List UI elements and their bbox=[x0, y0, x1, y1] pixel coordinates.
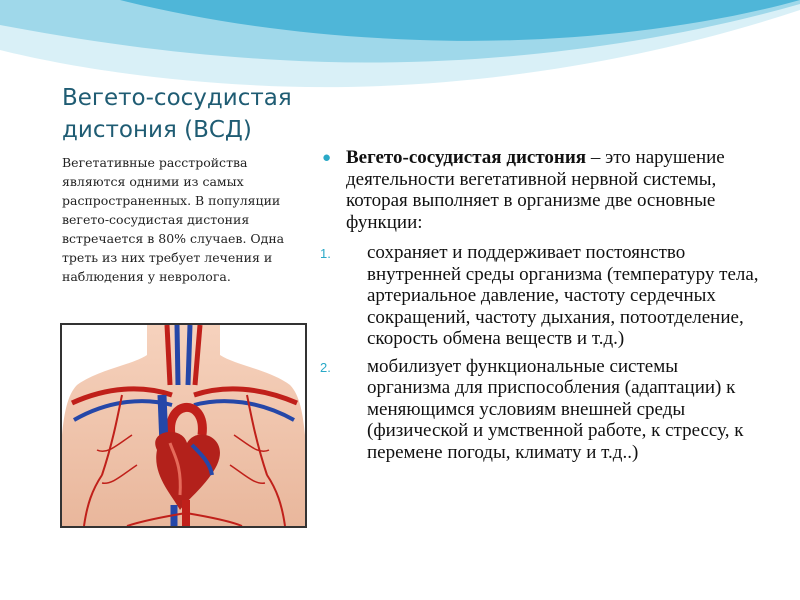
list-number: 1. bbox=[320, 246, 331, 261]
slide-subtitle: Вегетативные расстройства являются одними из самых распространенных. В популяции вегето-сосудистая дистония встречается в 80% случаев. Одна треть из них требует лечения и наблюдения у невролога. bbox=[62, 155, 285, 284]
definition-text: – это нарушение деятельности вегетативной нервной системы, которая выполняет в организме две основные функции: bbox=[346, 147, 725, 233]
slide-title: Вегето-сосудистая дистония (ВСД) bbox=[62, 85, 292, 143]
torso-vessels-drawing bbox=[62, 325, 305, 526]
bullet-icon: ● bbox=[322, 150, 332, 166]
definition-block bbox=[320, 147, 760, 469]
definition-paragraph bbox=[320, 147, 760, 233]
list-number: 2. bbox=[320, 359, 331, 375]
circulatory-system-illustration bbox=[60, 323, 307, 528]
list-item bbox=[320, 356, 760, 464]
list-item-text: мобилизует функциональные системы организма для приспособления (адаптации) к меняющимся условиям внешней среды (физической и умственной работе, к стрессу, к перемене погоды, климату и т.д..) bbox=[367, 355, 744, 463]
functions-list bbox=[320, 242, 760, 463]
definition-term: Вегето-сосудистая дистония bbox=[346, 147, 587, 168]
list-item-text: сохраняет и поддерживает постоянство внутренней среды организма (температуру тела, артериальное давление, частоту сердечных сокращений, частоту дыхания, потоотделение, скорость обмена веществ и т.д.) bbox=[367, 242, 759, 349]
list-item bbox=[320, 242, 760, 350]
